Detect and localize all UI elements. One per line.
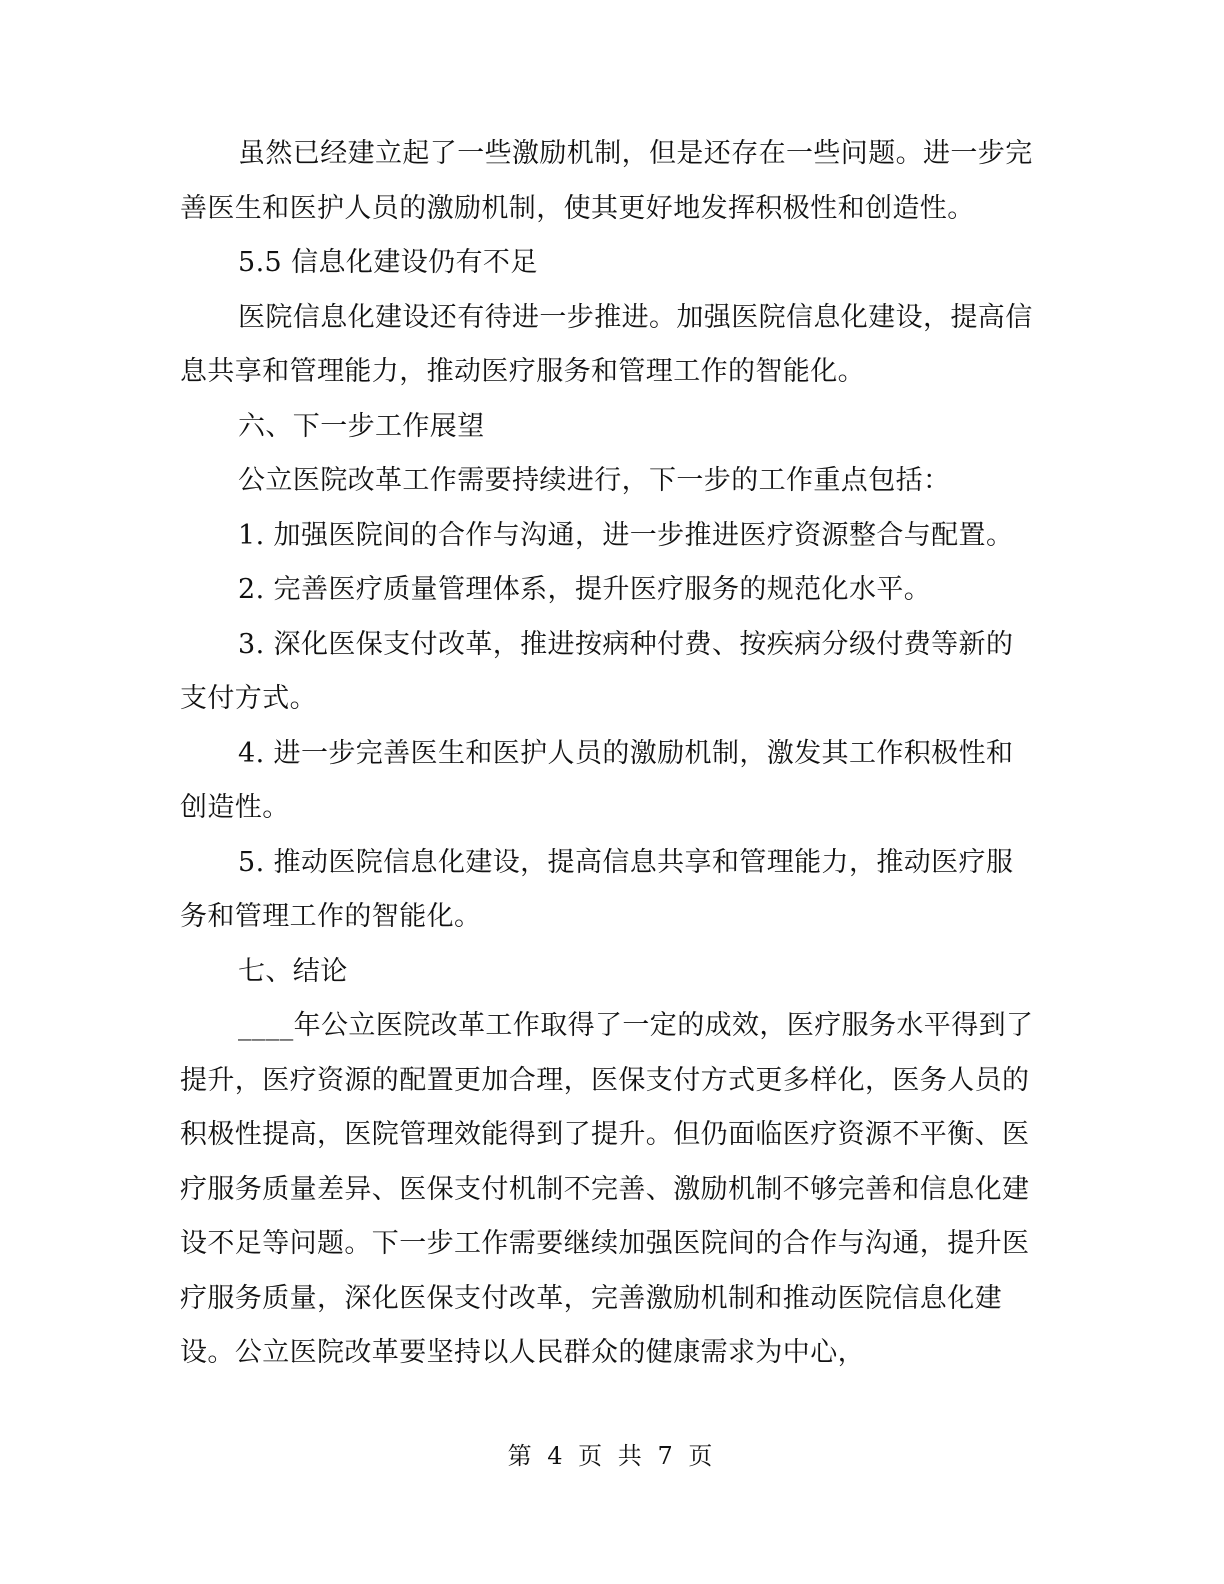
paragraph-next-steps-intro: 公立医院改革工作需要持续进行，下一步的工作重点包括：	[238, 465, 951, 496]
list-item-5: 5. 推动医院信息化建设，提高信息共享和管理能力，推动医疗服务和管理工作的智能化。	[180, 846, 1014, 932]
section-heading-6: 六、下一步工作展望	[238, 410, 485, 442]
paragraph-informatization: 医院信息化建设还有待进一步推进。加强医院信息化建设，提高信息共享和管理能力，推动医疗服务和管理工作的智能化。	[180, 301, 1033, 387]
list-item-1: 1. 加强医院间的合作与沟通，进一步推进医疗资源整合与配置。	[238, 519, 1014, 551]
list-item-4: 4. 进一步完善医生和医护人员的激励机制，激发其工作积极性和创造性。	[180, 737, 1014, 823]
page-number-footer: 第 4 页 共 7 页	[507, 1442, 717, 1470]
document-body	[180, 127, 1040, 1381]
paragraph-incentive-issues: 虽然已经建立起了一些激励机制，但是还存在一些问题。进一步完善医生和医护人员的激励机制，使其更好地发挥积极性和创造性。	[180, 138, 1033, 224]
section-heading-7: 七、结论	[238, 955, 348, 987]
section-heading-5-5: 5.5 信息化建设仍有不足	[238, 247, 538, 278]
list-item-2: 2. 完善医疗质量管理体系，提升医疗服务的规范化水平。	[238, 574, 932, 605]
list-item-3: 3. 深化医保支付改革，推进按病种付费、按疾病分级付费等新的支付方式。	[180, 628, 1014, 714]
paragraph-conclusion: ____年公立医院改革工作取得了一定的成效，医疗服务水平得到了提升，医疗资源的配置更加合理，医保支付方式更多样化，医务人员的积极性提高，医院管理效能得到了提升。但仍面临医疗资源不平衡、医疗服务质量差异、医保支付机制不完善、激励机制不够完善和信息化建设不足等问题。下一步工作需要继续加强医院间的合作与沟通，提升医疗服务质量，深化医保支付改革，完善激励机制和推动医院信息化建设。公立医院改革要坚持以人民群众的健康需求为中心，	[180, 1010, 1034, 1368]
